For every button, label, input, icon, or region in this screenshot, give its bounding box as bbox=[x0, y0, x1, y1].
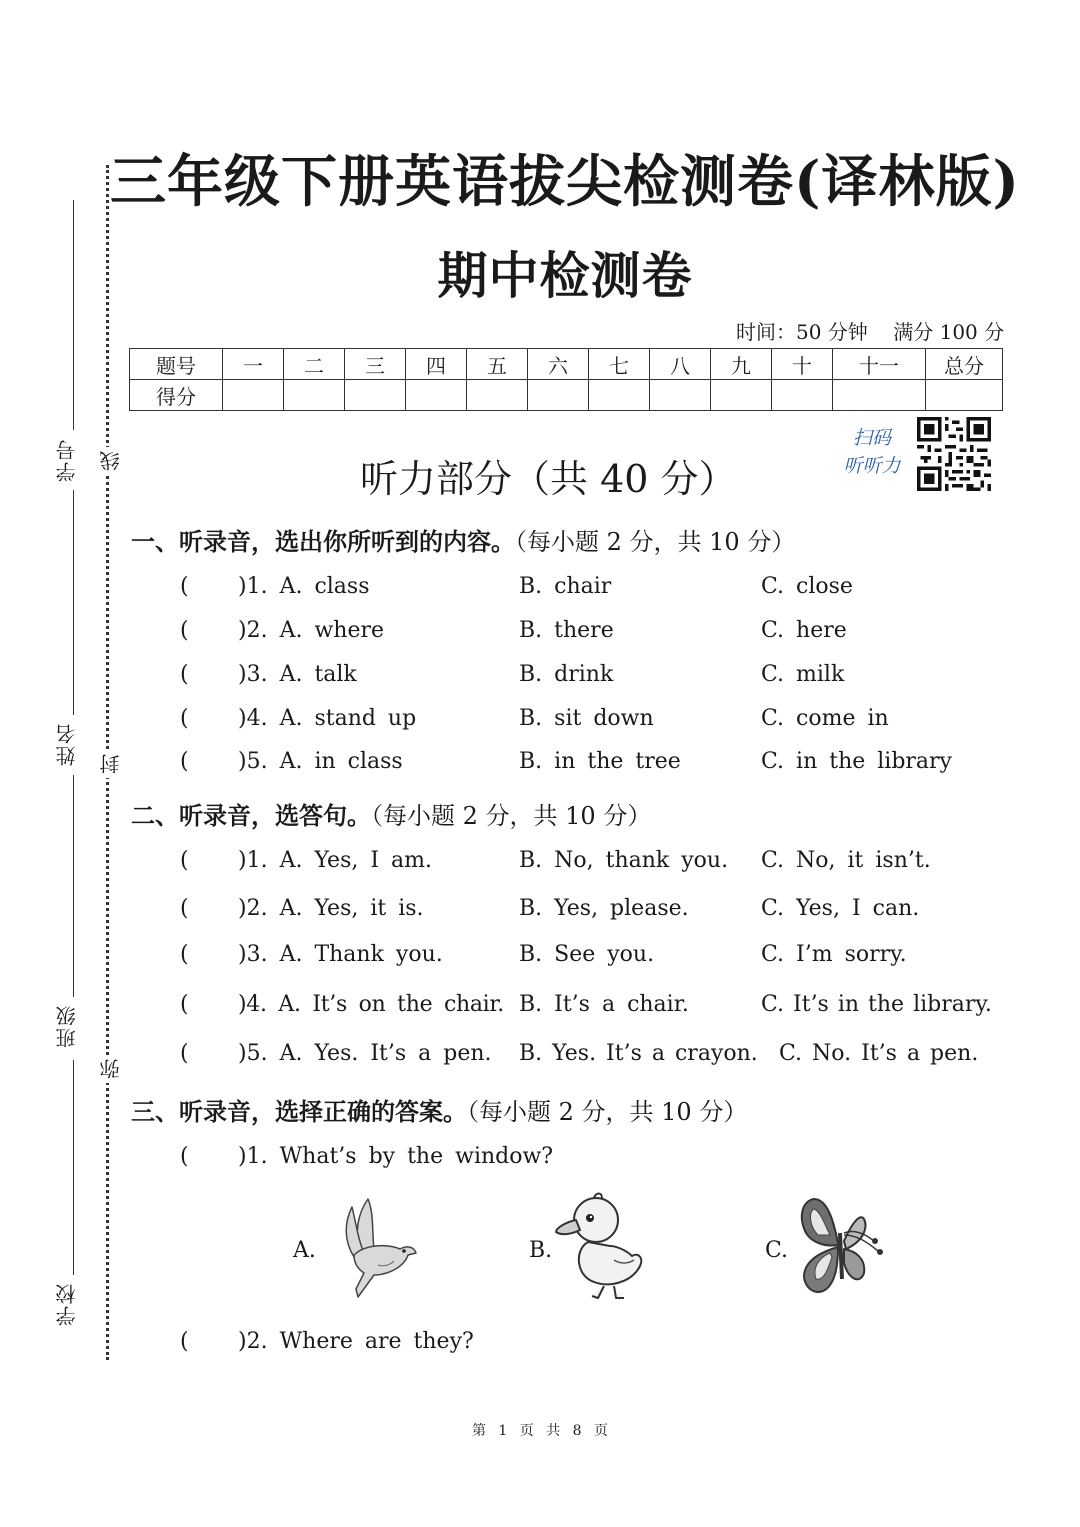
qr-caption-line2: 听听力 bbox=[843, 455, 901, 477]
question-option-a: )3. A. talk bbox=[238, 662, 357, 687]
question-text: )1. What’s by the window? bbox=[238, 1144, 554, 1169]
score-entry-cell[interactable] bbox=[345, 380, 406, 411]
qr-code-icon[interactable] bbox=[917, 417, 991, 491]
cut-word-mi: 弥 bbox=[96, 1055, 125, 1083]
score-table-cell: 十 bbox=[772, 349, 833, 380]
option-b: B. See you. bbox=[519, 942, 655, 967]
list-item bbox=[180, 749, 403, 774]
question-option-a: )1. A. class bbox=[238, 574, 370, 599]
school-blank bbox=[73, 1060, 74, 1275]
score-table-cell: 十一 bbox=[833, 349, 926, 380]
score-table bbox=[129, 348, 1003, 411]
score-table-cell: 三 bbox=[345, 349, 406, 380]
score-table-cell: 七 bbox=[589, 349, 650, 380]
score-table-cell: 八 bbox=[650, 349, 711, 380]
score-entry-cell[interactable] bbox=[284, 380, 345, 411]
section-3-heading bbox=[131, 1092, 747, 1127]
option-c: C. I’m sorry. bbox=[761, 942, 907, 967]
answer-paren[interactable]: ( bbox=[180, 1329, 189, 1354]
exam-subtitle: 期中检测卷 bbox=[437, 246, 693, 305]
question-option-a: )1. A. Yes, I am. bbox=[238, 848, 433, 873]
question-option-a: )3. A. Thank you. bbox=[238, 942, 443, 967]
score-row-label: 得分 bbox=[130, 380, 223, 411]
option-c: C. It’s in the library. bbox=[761, 992, 992, 1017]
picture-option-c-label: C. bbox=[765, 1238, 789, 1263]
listening-part-title: 听力部分（共 40 分） bbox=[360, 457, 737, 501]
section-1-heading-text: 一、听录音，选出你所听到的内容。 bbox=[131, 527, 515, 556]
option-b: B. It’s a chair. bbox=[519, 992, 689, 1017]
answer-paren[interactable]: ( bbox=[180, 618, 189, 643]
option-c: C. in the library bbox=[761, 749, 952, 774]
option-b: B. in the tree bbox=[519, 749, 681, 774]
list-item bbox=[180, 1329, 474, 1354]
section-3-points: （每小题 2 分，共 10 分） bbox=[467, 1098, 748, 1126]
option-c: C. here bbox=[761, 618, 847, 643]
bird-icon bbox=[330, 1193, 420, 1301]
answer-paren[interactable]: ( bbox=[180, 749, 189, 774]
section-2-points: （每小题 2 分，共 10 分） bbox=[371, 802, 652, 830]
score-table-cell: 题号 bbox=[130, 349, 223, 380]
score-table-cell: 二 bbox=[284, 349, 345, 380]
list-item bbox=[180, 942, 443, 967]
answer-paren[interactable]: ( bbox=[180, 574, 189, 599]
score-table-cell: 总分 bbox=[926, 349, 1003, 380]
name-blank bbox=[73, 490, 74, 715]
option-c: C. milk bbox=[761, 662, 845, 687]
answer-paren[interactable]: ( bbox=[180, 1041, 189, 1066]
score-entry-cell[interactable] bbox=[833, 380, 926, 411]
section-2-heading-text: 二、听录音，选答句。 bbox=[131, 801, 371, 830]
name-label: 姓名 bbox=[55, 722, 79, 766]
score-entry-cell[interactable] bbox=[772, 380, 833, 411]
section-3-heading-text: 三、听录音，选择正确的答案。 bbox=[131, 1097, 467, 1126]
list-item bbox=[180, 1041, 492, 1066]
section-1-points: （每小题 2 分，共 10 分） bbox=[515, 528, 796, 556]
class-label: 班级 bbox=[55, 1004, 79, 1048]
student-id-blank bbox=[73, 200, 74, 430]
score-table-cell: 九 bbox=[711, 349, 772, 380]
score-entry-cell[interactable] bbox=[406, 380, 467, 411]
answer-paren[interactable]: ( bbox=[180, 662, 189, 687]
option-c: C. close bbox=[761, 574, 853, 599]
picture-option-a-label: A. bbox=[293, 1238, 316, 1263]
answer-paren[interactable]: ( bbox=[180, 942, 189, 967]
answer-paren[interactable]: ( bbox=[180, 992, 189, 1017]
score-entry-cell[interactable] bbox=[589, 380, 650, 411]
list-item bbox=[180, 662, 357, 687]
score-table-cell: 六 bbox=[528, 349, 589, 380]
qr-caption-line1: 扫码 bbox=[852, 427, 891, 449]
time-and-score-info: 时间：50 分钟 满分 100 分 bbox=[736, 320, 1005, 344]
score-entry-cell[interactable] bbox=[926, 380, 1003, 411]
question-option-a: )5. A. Yes. It’s a pen. bbox=[238, 1041, 492, 1066]
score-entry-cell[interactable] bbox=[528, 380, 589, 411]
option-c: C. No, it isn’t. bbox=[761, 848, 931, 873]
question-option-a: )5. A. in class bbox=[238, 749, 403, 774]
list-item bbox=[180, 706, 416, 731]
list-item bbox=[180, 992, 504, 1017]
school-label: 学校 bbox=[55, 1282, 79, 1326]
section-2-heading bbox=[131, 796, 651, 831]
question-option-a: )4. A. stand up bbox=[238, 706, 417, 731]
exam-title: 三年级下册英语拔尖检测卷(译林版) bbox=[110, 149, 1020, 215]
butterfly-icon bbox=[794, 1193, 888, 1303]
student-id-label: 学号 bbox=[55, 438, 79, 482]
question-option-a: )2. A. where bbox=[238, 618, 384, 643]
answer-paren[interactable]: ( bbox=[180, 848, 189, 873]
option-b: B. drink bbox=[519, 662, 614, 687]
option-c: C. No. It’s a pen. bbox=[779, 1041, 979, 1066]
score-entry-cell[interactable] bbox=[467, 380, 528, 411]
option-c: C. Yes, I can. bbox=[761, 896, 920, 921]
answer-paren[interactable]: ( bbox=[180, 706, 189, 731]
option-b: B. sit down bbox=[519, 706, 654, 731]
cut-word-line: 线 bbox=[96, 447, 125, 475]
duck-icon bbox=[554, 1190, 648, 1302]
score-entry-cell[interactable] bbox=[711, 380, 772, 411]
section-1-heading bbox=[131, 522, 795, 557]
question-option-a: )4. A. It’s on the chair. bbox=[238, 992, 504, 1017]
list-item bbox=[180, 848, 432, 873]
question-option-a: )2. A. Yes, it is. bbox=[238, 896, 424, 921]
page-footer: 第 1 页 共 8 页 bbox=[471, 1423, 609, 1439]
list-item bbox=[180, 896, 424, 921]
answer-paren[interactable]: ( bbox=[180, 1144, 189, 1169]
question-text: )2. Where are they? bbox=[238, 1329, 474, 1354]
list-item bbox=[180, 618, 384, 643]
option-b: B. No, thank you. bbox=[519, 848, 729, 873]
score-entry-cell[interactable] bbox=[650, 380, 711, 411]
option-b: B. there bbox=[519, 618, 614, 643]
score-entry-cell[interactable] bbox=[223, 380, 284, 411]
list-item bbox=[180, 574, 370, 599]
score-table-score-row bbox=[130, 380, 1003, 411]
option-b: B. Yes, please. bbox=[519, 896, 689, 921]
score-table-header-row bbox=[130, 349, 1003, 380]
list-item bbox=[180, 1144, 553, 1169]
score-table-cell: 四 bbox=[406, 349, 467, 380]
option-c: C. come in bbox=[761, 706, 889, 731]
cut-word-seal: 封 bbox=[96, 750, 125, 778]
picture-option-b-label: B. bbox=[529, 1238, 553, 1263]
option-b: B. Yes. It’s a crayon. bbox=[519, 1041, 758, 1066]
qr-caption bbox=[840, 424, 904, 480]
class-blank bbox=[73, 775, 74, 997]
score-table-cell: 一 bbox=[223, 349, 284, 380]
option-b: B. chair bbox=[519, 574, 612, 599]
score-table-cell: 五 bbox=[467, 349, 528, 380]
answer-paren[interactable]: ( bbox=[180, 896, 189, 921]
